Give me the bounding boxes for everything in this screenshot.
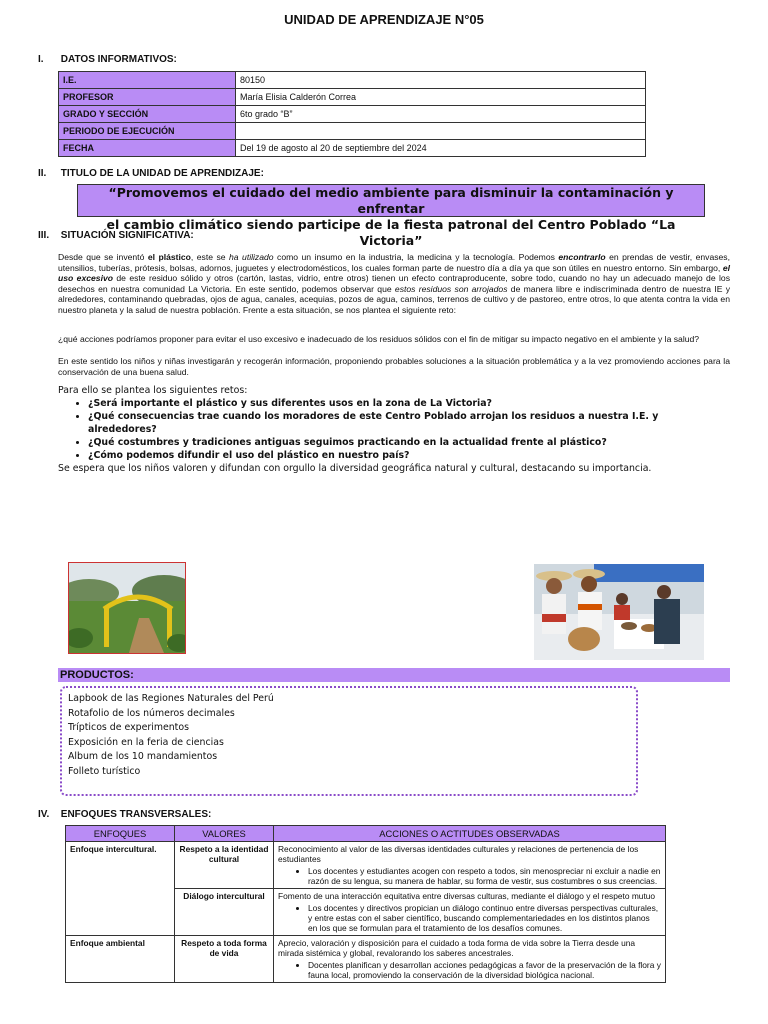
producto-item: Trípticos de experimentos — [68, 722, 189, 733]
section-label: SITUACIÓN SIGNIFICATIVA: — [60, 230, 194, 241]
text-run: el plástico — [147, 252, 191, 262]
page-title: UNIDAD DE APRENDIZAJE N°05 — [284, 12, 484, 27]
reto-item: • ¿Qué consecuencias trae cuando los moradores de este Centro Poblado arrojan los residuos a nuestra I.E. y alrededores? — [88, 410, 730, 436]
producto-item: Album de los 10 mandamientos — [68, 751, 218, 762]
text-run: encontrarlo — [558, 252, 606, 262]
info-label: PERIODO DE EJECUCIÓN — [59, 123, 236, 140]
accion-text: Fomento de una interacción equitativa entre diversas culturas, mediante el diálogo y el respeto mutuo — [278, 891, 656, 901]
info-label: I.E. — [59, 72, 236, 89]
accion-cell — [274, 842, 666, 889]
info-row — [59, 89, 646, 106]
unit-title-line: “Promovemos el cuidado del medio ambiente para disminuir la contaminación y enfrentar — [108, 185, 674, 216]
section-heading-enfoques — [38, 809, 211, 820]
section-heading-titulo — [38, 168, 264, 179]
reto-item: • ¿Qué costumbres y tradiciones antiguas seguimos practicando en la actualidad frente al plástico? — [88, 436, 730, 449]
situacion-question: ¿qué acciones podríamos proponer para evitar el uso excesivo e inadecuado de los residuos sólidos con el fin de mitigar su impacto negativo en el ambiente y la salud? — [58, 334, 700, 344]
column-header: ENFOQUES — [66, 826, 175, 842]
text-run: de manera libre e indiscriminada dentro de nuestra IE y alrededores, contaminando quebradas, ojos de agua, canales, acequias, pozos de agua, caminos, terrenos de cultivo y de pastoreo, entre otros, lo que atenta contra la vida en nuestro planeta y la salud de nuestra población. Frente a esta situación, se nos plantea el siguiente reto: — [58, 283, 731, 315]
retos-block — [58, 384, 730, 475]
fair-photo — [534, 564, 704, 660]
enfoque-cell: Enfoque intercultural. — [66, 842, 175, 936]
section-heading-datos — [38, 54, 177, 65]
reto-item: • ¿Cómo podemos difundir el uso del plástico en nuestro país? — [88, 449, 730, 462]
valor-cell: Respeto a la identidad cultural — [175, 842, 274, 889]
text-run: Desde que se inventó — [58, 252, 148, 262]
info-value: 6to grado “B” — [236, 106, 646, 123]
enfoque-cell: Enfoque ambiental — [66, 936, 175, 983]
section-heading-situacion — [38, 230, 194, 241]
enfoques-header-row — [66, 826, 666, 842]
info-row — [59, 72, 646, 89]
producto-item: Exposición en la feria de ciencias — [68, 736, 224, 748]
accion-bullet: • Los docentes y estudiantes acogen con respeto a todos, sin menospreciar ni excluir a nadie en razón de su lengua, su manera de hablar, su forma de vestir, sus costumbres o sus creencias. — [308, 866, 661, 886]
accion-bullet: • Docentes planifican y desarrollan acciones pedagógicas a favor de la preservación de la flora y fauna local, promoviendo la conservación de la diversidad biológica nacional. — [308, 960, 661, 980]
info-value: María Elisia Calderón Correa — [236, 89, 646, 106]
text-run: , este se — [190, 252, 230, 262]
info-row — [59, 106, 646, 123]
text-run: el uso excesivo — [58, 262, 730, 284]
section-label: DATOS INFORMATIVOS: — [60, 54, 177, 65]
retos-closing: Se espera que los niños valoren y difundan con orgullo la diversidad geográfica natural y cultural, destacando su importancia. — [58, 463, 652, 474]
landscape-photo — [68, 562, 186, 654]
accion-cell — [274, 889, 666, 936]
situacion-paragraph — [58, 252, 730, 316]
productos-header: PRODUCTOS: — [58, 668, 730, 682]
text-run: ha utilizado — [229, 252, 274, 262]
column-header: VALORES — [175, 826, 274, 842]
table-row — [66, 936, 666, 983]
table-row — [66, 842, 666, 889]
accion-bullet: • Los docentes y directivos propician un diálogo continuo entre diversas perspectivas culturales, y entre estas con el saber científico, buscando complementariedades en los distintos planos en los que se formulan para el tratamiento de los desafíos comunes. — [308, 903, 661, 933]
enfoques-table — [65, 825, 666, 983]
valor-cell: Respeto a toda forma de vida — [175, 936, 274, 983]
valor-cell: Diálogo intercultural — [175, 889, 274, 936]
text-run: como un insumo en la industria, la medicina y la tecnología. Podemos — [273, 252, 559, 262]
info-value: 80150 — [236, 72, 646, 89]
section-number: I. — [38, 54, 44, 65]
text-run: de este residuo sólido y otros (cartón, lastas, vidrio, entre otros) tienen un efecto contraproducente, sobre todo, cuando no hay un adecuado manejo de los desechos en nuestra comunidad La Victoria. En este sentido, podemos observar que — [58, 273, 730, 294]
accion-cell — [274, 936, 666, 983]
landscape-photo-image — [69, 563, 185, 653]
unit-title-line: el cambio climático siendo participe de la fiesta patronal del Centro Poblado “La Victoria” — [106, 217, 676, 248]
producto-item: Lapbook de las Regiones Naturales del Perú — [68, 693, 274, 704]
accion-text: Aprecio, valoración y disposición para el cuidado a toda forma de vida sobre la Tierra desde una mirada sistémica y global, revalorando los saberes ancestrales. — [278, 938, 636, 958]
retos-list — [58, 397, 730, 462]
text-run: en prendas de vestir, envases, utensilios, tuberías, prótesis, bolsas, adornos, juguetes y electrodomésticos, los cuales forman parte de nuestro día a día ya que son útiles en nuestro entorno. Sin embargo, — [58, 252, 730, 273]
info-row — [59, 123, 646, 140]
section-label: TITULO DE LA UNIDAD DE APRENDIZAJE: — [60, 168, 264, 179]
section-number: IV. — [38, 809, 50, 820]
info-label: FECHA — [59, 140, 236, 157]
text-run: estos residuos son arrojados — [394, 283, 508, 294]
retos-intro: Para ello se plantea los siguientes retos: — [58, 385, 248, 396]
productos-box — [60, 686, 638, 796]
info-value — [236, 123, 646, 140]
section-number: II. — [38, 168, 47, 179]
info-value: Del 19 de agosto al 20 de septiembre del 2024 — [236, 140, 646, 157]
section-number: III. — [38, 230, 50, 241]
info-table — [58, 71, 646, 157]
section-label: ENFOQUES TRANSVERSALES: — [60, 809, 212, 820]
info-row — [59, 140, 646, 157]
accion-text: Reconocimiento al valor de las diversas identidades culturales y relaciones de pertenencia de los estudiantes — [278, 844, 639, 864]
reto-item: • ¿Será importante el plástico y sus diferentes usos en la zona de La Victoria? — [88, 397, 730, 410]
column-header: ACCIONES O ACTITUDES OBSERVADAS — [274, 826, 666, 842]
info-label: GRADO Y SECCIÓN — [59, 106, 236, 123]
situacion-paragraph-2: En este sentido los niños y niñas investigarán y recogerán información, proponiendo probables soluciones a la situación problemática y a la vez promoviendo acciones para la conservación de una buena salud. — [58, 356, 730, 377]
info-label: PROFESOR — [59, 89, 236, 106]
producto-item: Folleto turístico — [68, 765, 141, 777]
producto-item: Rotafolio de los números decimales — [68, 707, 235, 719]
fair-photo-image — [534, 564, 704, 660]
